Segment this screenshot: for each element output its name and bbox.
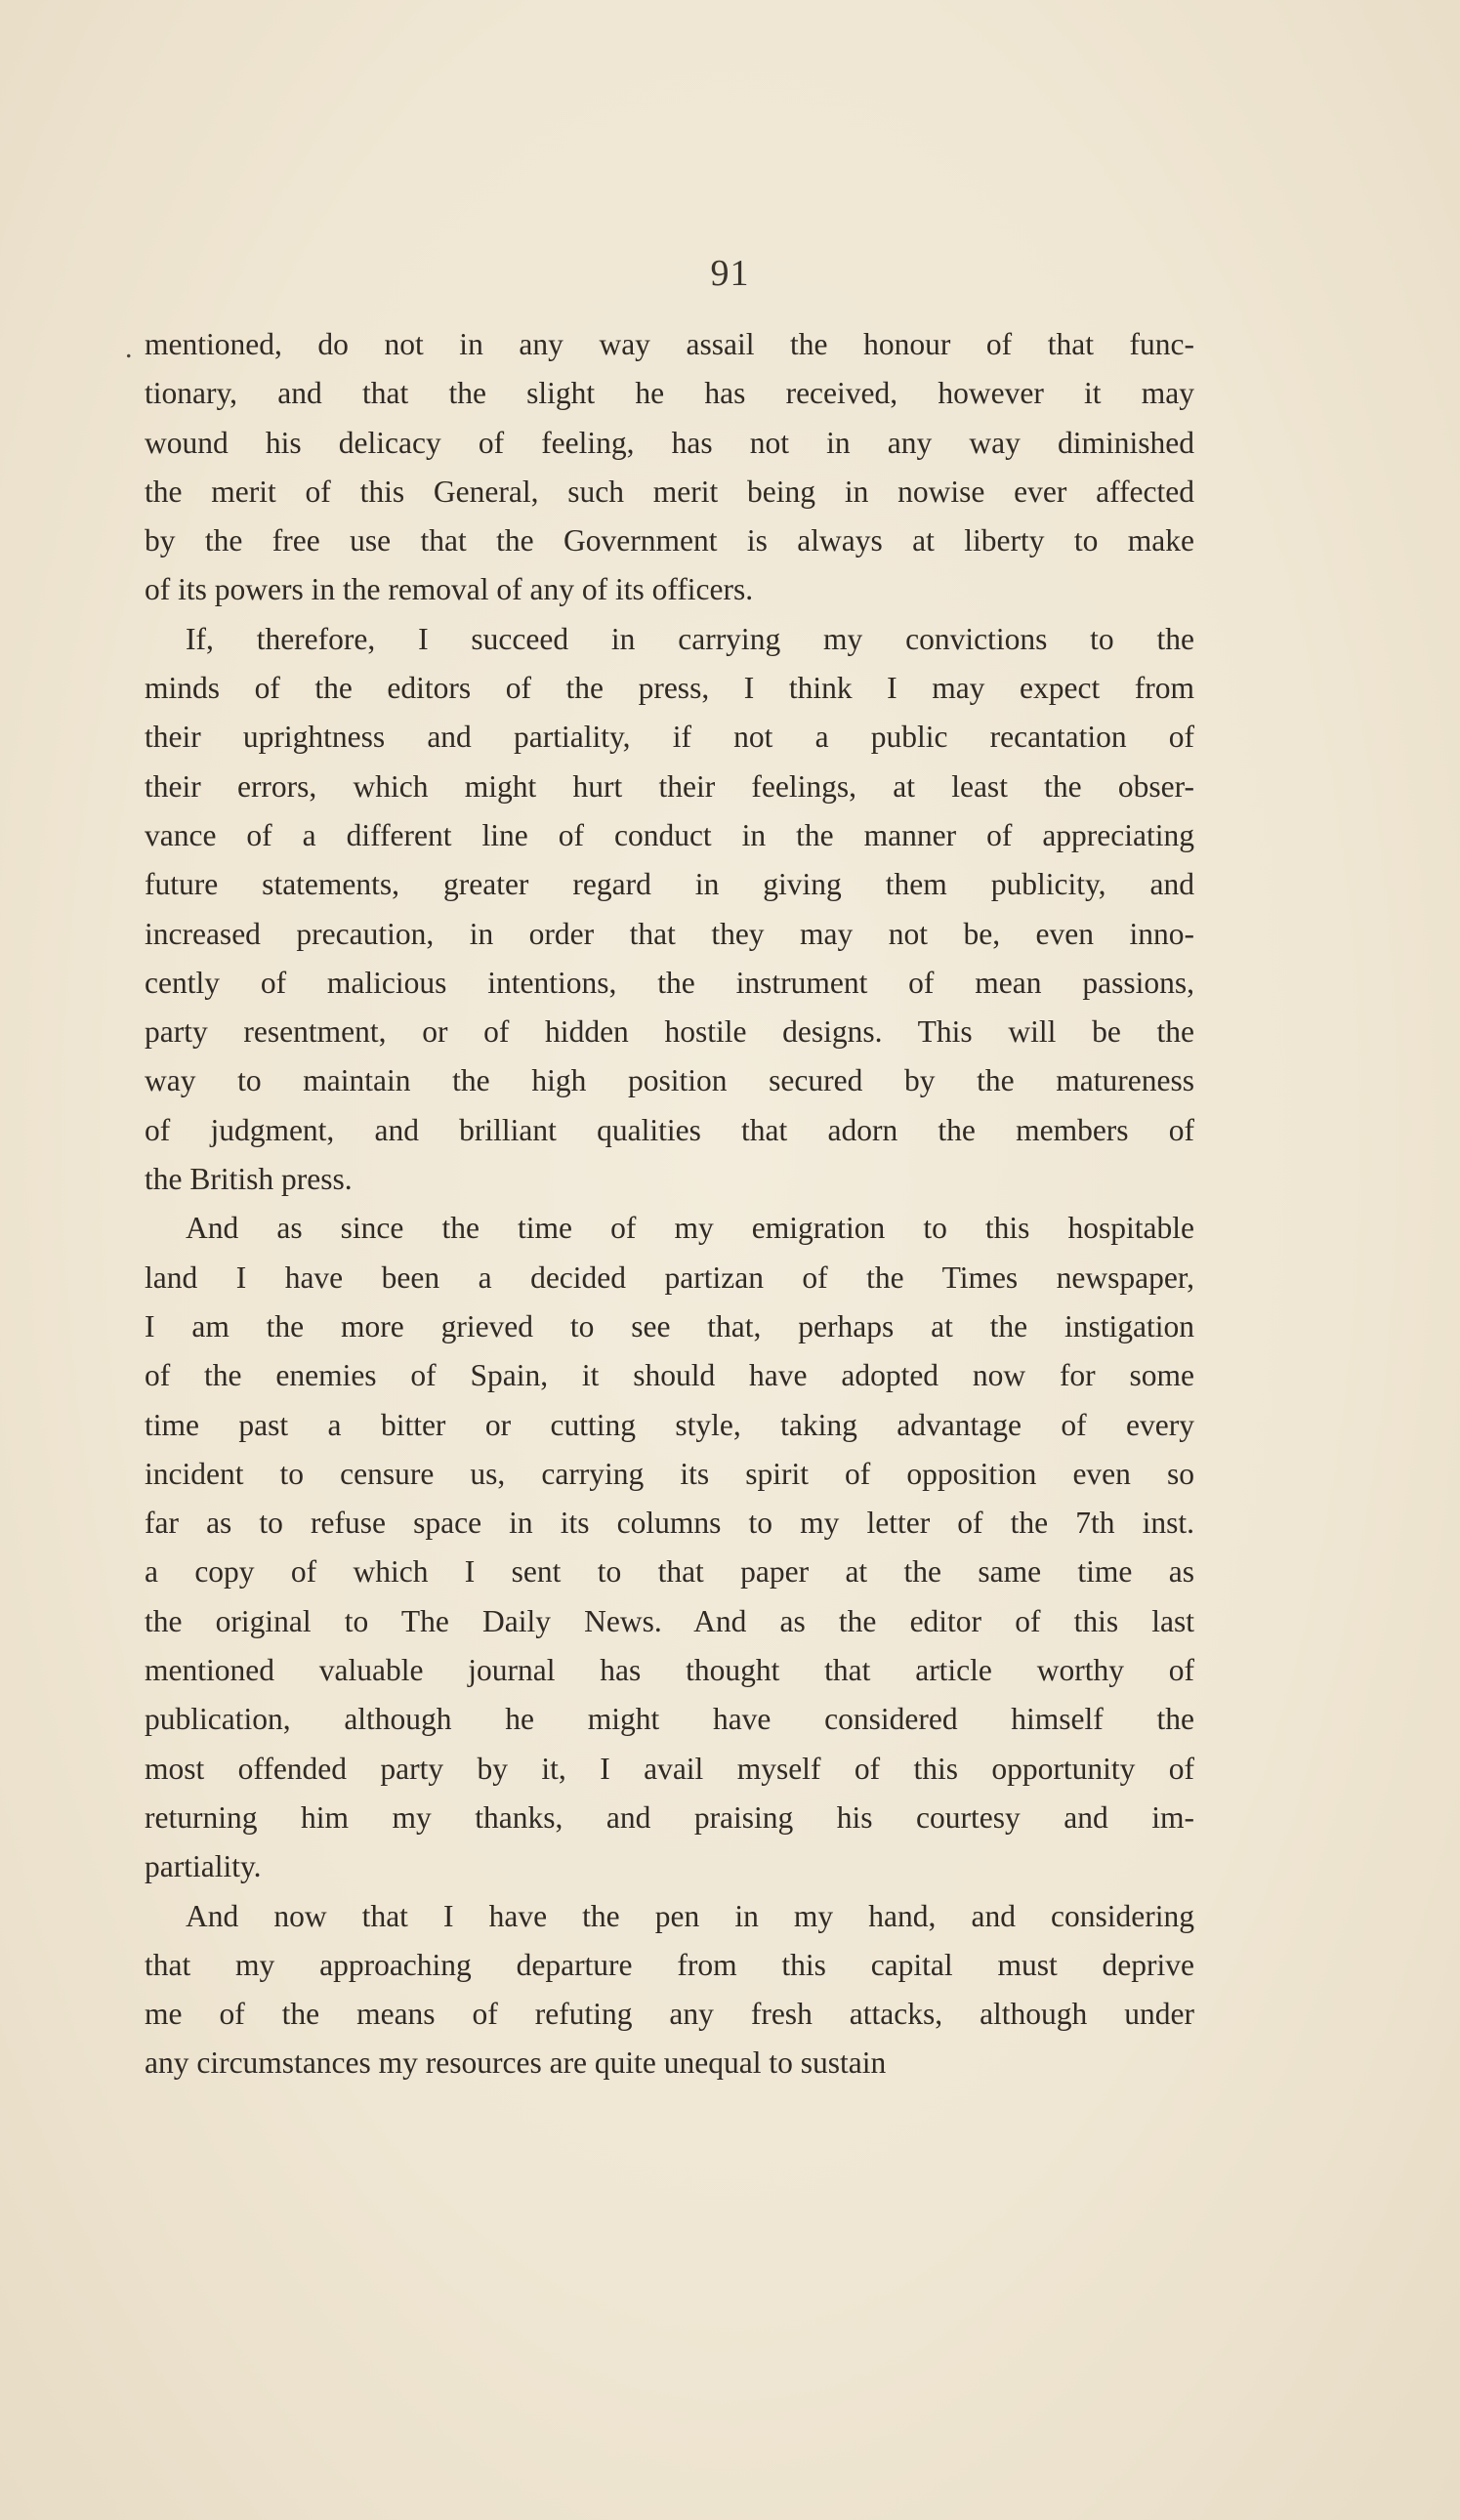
- margin-mark: .: [125, 332, 133, 364]
- text-line: the British press.: [145, 1162, 353, 1197]
- text-line: time past a bitter or cutting style, taking advantage of every: [145, 1407, 1194, 1442]
- text-line: by the free use that the Government is always at liberty to make: [145, 523, 1194, 558]
- text-line: future statements, greater regard in giving them publicity, and: [145, 867, 1194, 902]
- text-line: a copy of which I sent to that paper at the same time as: [145, 1554, 1194, 1590]
- text-line: partiality.: [145, 1849, 262, 1884]
- text-line: And as since the time of my emigration to this hospitable: [186, 1211, 1194, 1246]
- text-line: vance of a different line of conduct in the manner of appreciating: [145, 817, 1194, 852]
- text-line: way to maintain the high position secured by the matureness: [145, 1063, 1194, 1098]
- text-line: cently of malicious intentions, the instrument of mean passions,: [145, 965, 1194, 1000]
- text-line: most offended party by it, I avail myself of this opportunity of: [145, 1751, 1194, 1786]
- paragraph: [145, 320, 1194, 615]
- text-line: their uprightness and partiality, if not a public recantation of: [145, 720, 1194, 755]
- body-text: [145, 320, 1194, 2088]
- text-line: party resentment, or of hidden hostile designs. This will be the: [145, 1014, 1194, 1050]
- page-number: 91: [710, 253, 750, 294]
- text-line: the original to The Daily News. And as the editor of this last: [145, 1603, 1194, 1638]
- text-line: far as to refuse space in its columns to my letter of the 7th inst.: [145, 1506, 1194, 1541]
- text-line: of the enemies of Spain, it should have adopted now for some: [145, 1358, 1194, 1393]
- text-line: mentioned, do not in any way assail the honour of that func-: [145, 327, 1194, 361]
- text-line: the merit of this General, such merit being in nowise ever affected: [145, 474, 1194, 509]
- text-line: mentioned valuable journal has thought that article worthy of: [145, 1653, 1194, 1688]
- text-line: their errors, which might hurt their feelings, at least the obser-: [145, 768, 1194, 804]
- text-line: publication, although he might have considered himself the: [145, 1702, 1194, 1737]
- text-line: wound his delicacy of feeling, has not in any way diminished: [145, 425, 1194, 460]
- text-line: tionary, and that the slight he has received, however it may: [145, 376, 1194, 411]
- paragraph: [145, 615, 1194, 1205]
- text-line: incident to censure us, carrying its spirit of opposition even so: [145, 1456, 1194, 1491]
- text-line: of its powers in the removal of any of its officers.: [145, 572, 754, 607]
- paragraph: [145, 1892, 1194, 2088]
- text-line: any circumstances my resources are quite unequal to sustain: [145, 2045, 887, 2081]
- text-line: returning him my thanks, and praising his courtesy and im-: [145, 1799, 1194, 1835]
- text-line: If, therefore, I succeed in carrying my convictions to the: [186, 621, 1194, 656]
- text-line: that my approaching departure from this capital must deprive: [145, 1947, 1194, 1982]
- text-line: And now that I have the pen in my hand, and considering: [186, 1898, 1194, 1933]
- text-line: increased precaution, in order that they may not be, even inno-: [145, 916, 1194, 951]
- text-line: I am the more grieved to see that, perhaps at the instigation: [145, 1308, 1194, 1343]
- text-line: minds of the editors of the press, I think I may expect from: [145, 671, 1194, 706]
- paragraph: [145, 1204, 1194, 1891]
- text-line: land I have been a decided partizan of the Times newspaper,: [145, 1260, 1194, 1295]
- text-line: me of the means of refuting any fresh attacks, although under: [145, 1997, 1194, 2032]
- text-line: of judgment, and brilliant qualities that adorn the members of: [145, 1112, 1194, 1147]
